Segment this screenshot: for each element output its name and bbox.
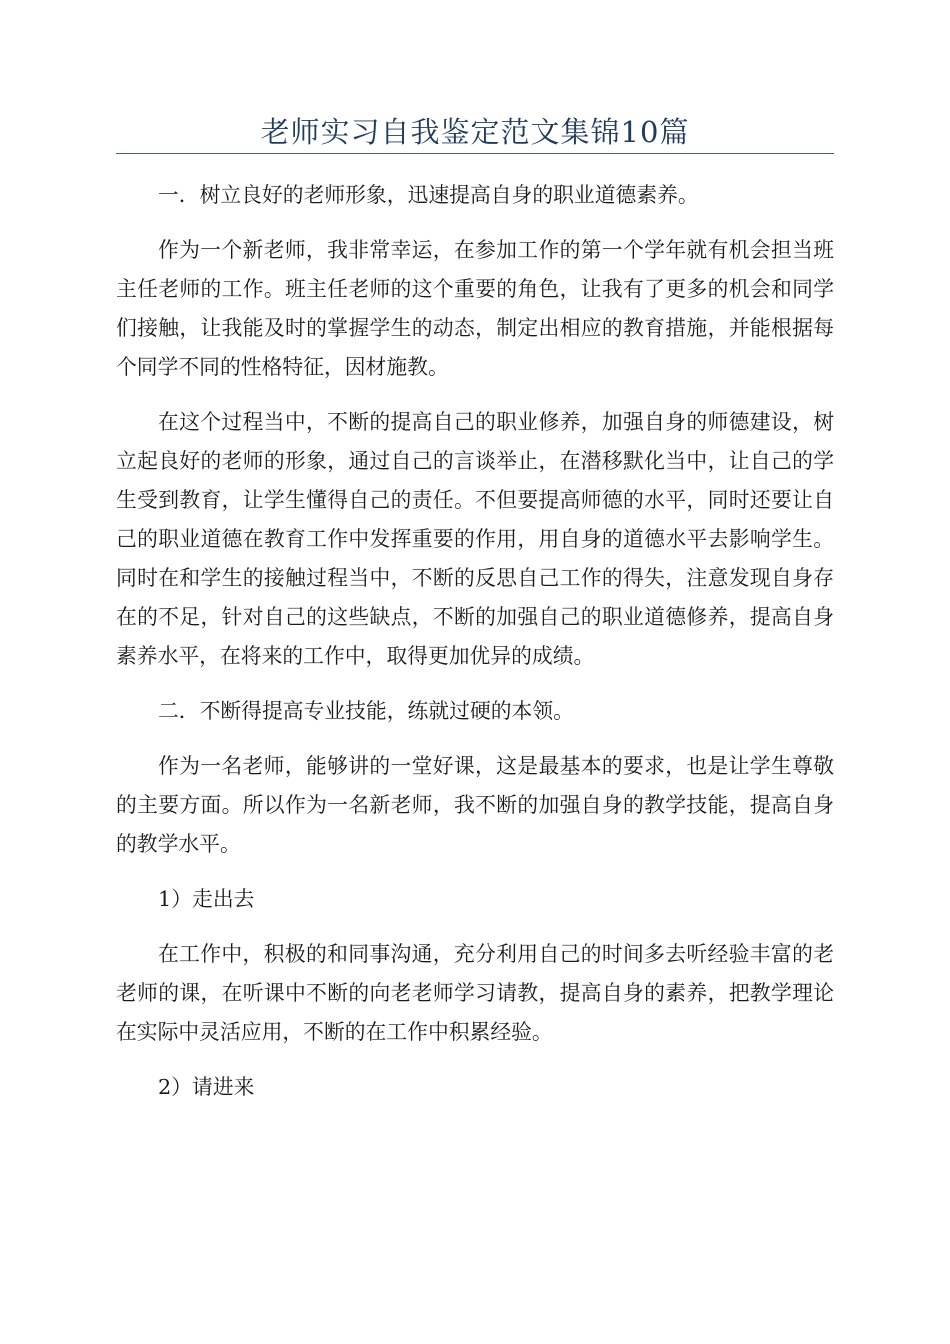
- paragraph: 在这个过程当中，不断的提高自己的职业修养，加强自身的师德建设，树立起良好的老师的形象，通过自己的言谈举止，在潜移默化当中，让自己的学生受到教育，让学生懂得自己的责任。不但要提高师德的水平，同时还要让自己的职业道德在教育工作中发挥重要的作用，用自身的道德水平去影响学生。同时在和学生的接触过程当中，不断的反思自己工作的得失，注意发现自身存在的不足，针对自己的这些缺点，不断的加强自己的职业道德修养，提高自身素养水平，在将来的工作中，取得更加优异的成绩。: [116, 410, 834, 668]
- title-underline: [116, 153, 834, 154]
- paragraph: 在工作中，积极的和同事沟通，充分利用自己的时间多去听经验丰富的老老师的课，在听课中不断的向老老师学习请教，提高自身的素养，把教学理论在实际中灵活应用，不断的在工作中积累经验。: [116, 942, 834, 1044]
- paragraph: 作为一名老师，能够讲的一堂好课，这是最基本的要求，也是让学生尊敬的主要方面。所以作为一名新老师，我不断的加强自身的教学技能，提高自身的教学水平。: [116, 754, 834, 856]
- section-heading-2: 二．不断得提高专业技能，练就过硬的本领。: [158, 699, 574, 723]
- document-body: [116, 176, 834, 1123]
- document-title: 老师实习自我鉴定范文集锦10篇: [260, 115, 690, 149]
- section-heading-1: 一．树立良好的老师形象，迅速提高自身的职业道德素养。: [158, 183, 699, 207]
- subheading-1: 1）走出去: [158, 887, 255, 911]
- subheading-2: 2）请进来: [158, 1075, 255, 1099]
- paragraph: 作为一个新老师，我非常幸运，在参加工作的第一个学年就有机会担当班主任老师的工作。班主任老师的这个重要的角色，让我有了更多的机会和同学们接触，让我能及时的掌握学生的动态，制定出相应的教育措施，并能根据每个同学不同的性格特征，因材施教。: [116, 238, 834, 379]
